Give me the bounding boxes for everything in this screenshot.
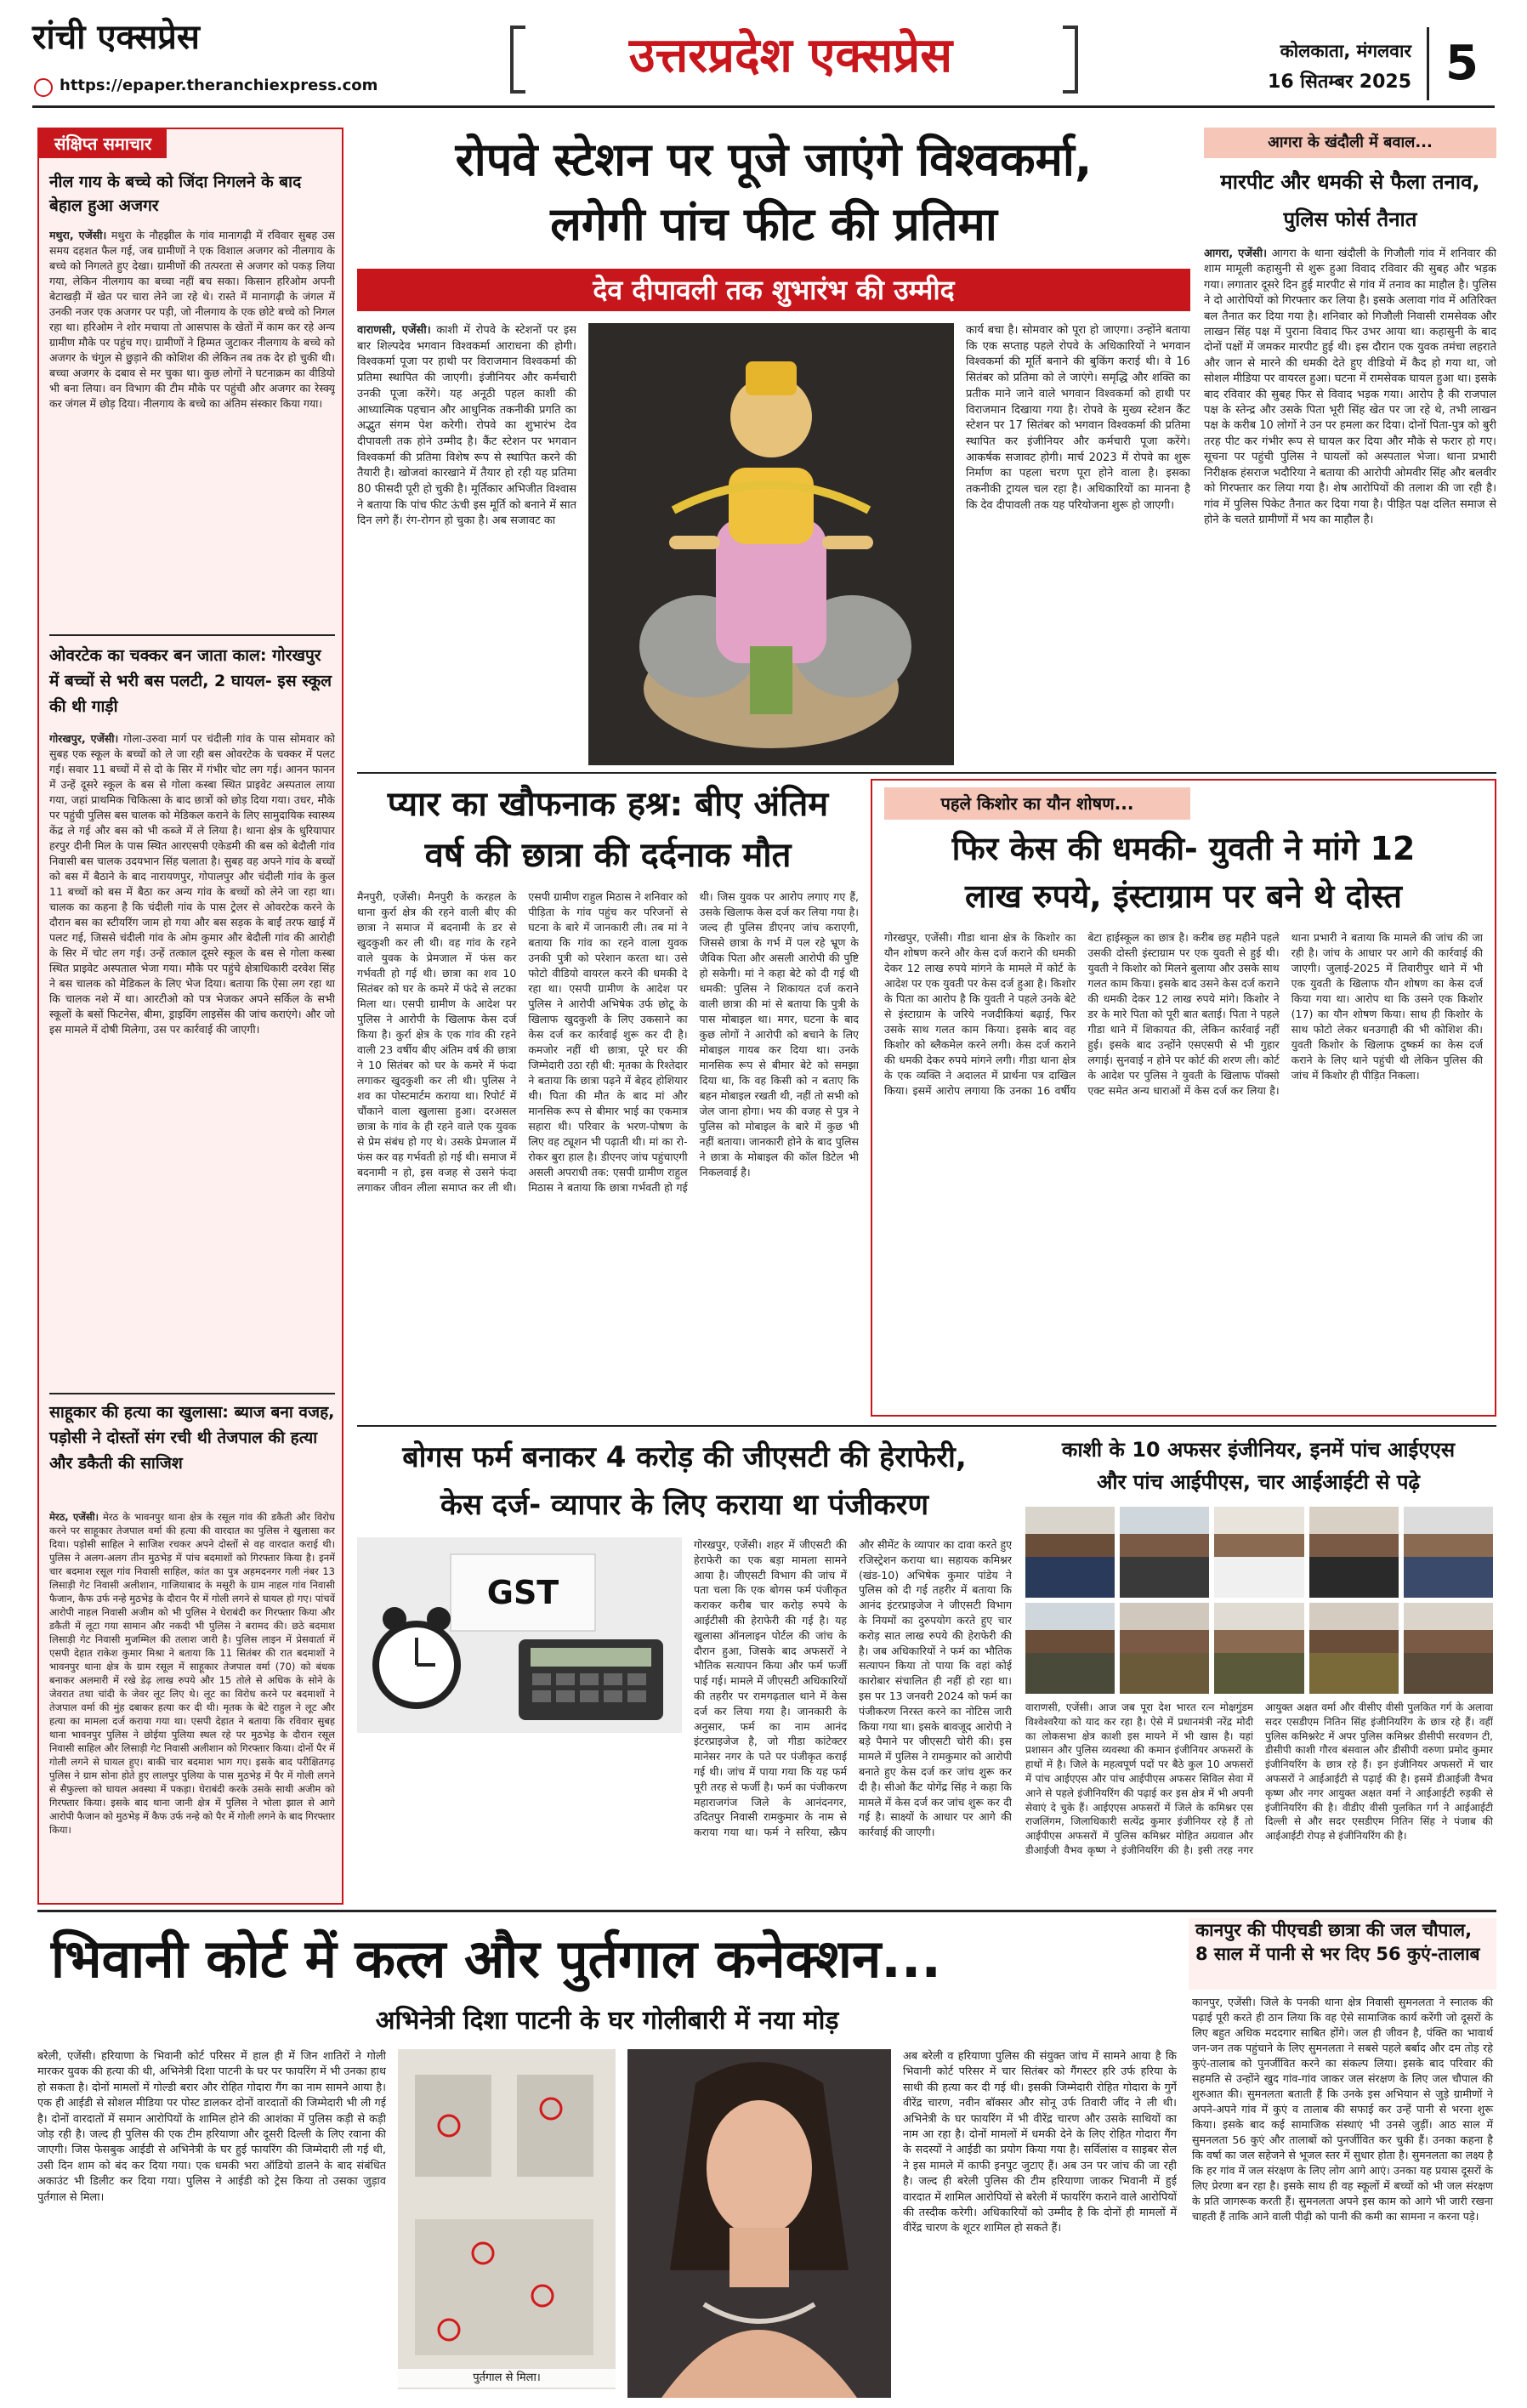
section-divider: [37, 1910, 1496, 1912]
kanpur-headline: कानपुर की पीएचडी छात्रा की जल चौपाल, 8 साल में पानी से भर दिए 56 कुएं-तालाब: [1189, 1918, 1496, 1990]
disha-patani-photo: [627, 2049, 891, 2398]
city-day: कोलकाता, मंगलवार: [1280, 41, 1411, 61]
officer-portrait: [1309, 1603, 1399, 1694]
officer-portrait: [1309, 1507, 1399, 1598]
top-body-col2: कार्य बचा है। सोमवार को पूरा हो जाएगा। उन्होंने बताया कि एक सप्ताह पहले रोपवे के अधिकारियों ने भगवान विश्वकर्मा की मूर्ति बनाने की बुकिंग कराई थी। वे 16 सितंबर को प्रतिमा को ले जाएंगे। समृद्धि और शक्ति का प्रतीक माने जाने वाले भगवान विश्वकर्मा को हाथी पर विराजमान दिखाया गया है। रोपवे के मुख्य स्टेशन कैंट स्टेशन पर 17 सितंबर को भगवान विश्वकर्मा की प्रतिमा स्थापित कर इंजीनियर और कर्मचारी पूजा करेंगे। आकर्षक सजावट होगी। मार्च 2023 में रोपवे का शुरू निर्माण का पहला चरण पूरा होने वाला है। इसका तकनीकी ट्रायल चल रहा है। अधिकारियों का मानना है कि देव दीपावली तक यह परियोजना शुरू हो जाएगी।: [966, 324, 1190, 512]
section-title: उत्तरप्रदेश एक्सप्रेस: [628, 27, 953, 83]
gst-calculator-clock-photo: [357, 1537, 682, 1733]
top-headline-line1: रोपवे स्टेशन पर पूजे जाएंगे विश्वकर्मा,: [455, 133, 1093, 186]
gst-headline-line2: केस दर्ज- व्यापार के लिए कराया था पंजीकरण: [440, 1488, 929, 1522]
mainpuri-body: मैनपुरी, एजेंसी। मैनपुरी के करहल के थाना कुर्रा क्षेत्र की रहने वाली बीए की छात्रा ने समाज में बदनामी के डर से खुदकुशी कर ली थी। वह गांव के रहने वाले युवक के प्रेमजाल में फंस कर गर्भवती हो गई थी। छात्रा का शव 10 सितंबर को घर के कमरे में फंदे से लटका मिला था। एसपी ग्रामीण के आदेश पर पुलिस ने आरोपी के खिलाफ केस दर्ज किया है। कुर्रा क्षेत्र के एक गांव की रहने वाली 23 वर्षीय बीए अंतिम वर्ष की छात्रा ने 10 सितंबर को घर के कमरे में फंदा लगाकर खुदकुशी कर ली थी। पुलिस ने शव का पोस्टमार्टम कराया था। रिपोर्ट में चौंकाने वाला खुलासा हुआ। दरअसल छात्रा के गांव के ही रहने वाले एक युवक से प्रेम संबंध हो गए थे। उसके प्रेमजाल में फंस कर वह गर्भवती हो गई थी। समाज में बदनामी न हो, इस वजह से उसने फंदा लगाकर जीवन लीला समाप्त कर ली थी। एसपी ग्रामीण राहुल मिठास ने शनिवार को पीड़िता के गांव पहुंच कर परिजनों से घटना के बारे में जानकारी ली। तब मां ने बताया कि गांव का रहने वाला युवक उनकी पुत्री को परेशान करता था। उसे फोटो वीडियो वायरल करने की धमकी दे रहा था। एसपी ग्रामीण के आदेश पर पुलिस ने आरोपी अभिषेक उर्फ छोटू के खिलाफ खुदकुशी के लिए उकसाने का केस दर्ज कर कार्रवाई शुरू कर दी है। कमजोर नहीं थी छात्रा, पूरे घर की जिम्मेदारी उठा रही थी: मृतका के रिश्तेदार ने बताया कि छात्रा पढ़ने में बेहद होशियार थी। पिता की मौत के बाद मां और मानसिक रूप से बीमार भाई का एकमात्र सहारा थी। परिवार के भरण-पोषण के लिए वह ट्यूशन भी पढ़ाती थी। मां का रो-रोकर बुरा हाल है। डीएनए जांच पहुंचाएगी असली अपराधी तक: एसपी ग्रामीण राहुल मिठास ने बताया कि छात्रा गर्भवती हो गई थी। जिस युवक पर आरोप लगाए गए हैं, उसके खिलाफ केस दर्ज कर लिया गया है। जल्द ही पुलिस डीएनए जांच कराएगी, जिससे छात्रा के गर्भ में पल रहे भ्रूण के जैविक पिता और असली आरोपी की पुष्टि हो सकेगी। मां ने कहा बेटे को दी गई थी धमकी: पुलिस ने शिकायत दर्ज कराने वाली छात्रा की मां से बताया कि पुत्री के पास मोबाइल था। मगर, घटना के बाद कुछ लोगों ने आरोपी को बचाने के लिए मोबाइल गायब कर दिया था। उनके मानसिक रूप से बीमार बेटे को समझा दिया था, कि वह किसी को न बताए कि बहन मोबाइल रखती थी, नहीं तो सभी को जेल जाना होगा। भय की वजह से पुत्र ने पुलिस को मोबाइल के बारे में कुछ भी नहीं बताया। जानकारी होने के बाद पुलिस ने छात्रा के मोबाइल की कॉल डिटेल भी निकलवाई है।: [357, 890, 859, 1194]
photo-caption: पुर्तगाल से मिला।: [398, 2369, 616, 2388]
agra-kicker: आगरा के खंदौली में बवाल...: [1204, 128, 1496, 158]
brief-item-1-title: नील गाय के बच्चे को जिंदा निगलने के बाद बेहाल हुआ अजगर: [49, 173, 302, 215]
officer-portrait: [1120, 1507, 1209, 1598]
gorakhpur-body: गोरखपुर, एजेंसी। गीडा थाना क्षेत्र के किशोर का यौन शोषण करने और केस दर्ज कराने की धमकी देकर 12 लाख रुपये मांगने के मामले में कोर्ट के आदेश पर एक युवती पर केस दर्ज हुआ है। किशोर के पिता का आरोप है कि युवती ने पहले उनके बेटे से इंस्टाग्राम के जरिये नजदीकियां बढ़ाई, फिर उसके साथ गलत काम किया। इसके बाद वह किशोर को ब्लैकमेल करने लगी। केस दर्ज कराने की धमकी देकर रुपये मांगने लगी। गीडा थाना क्षेत्र के एक व्यक्ति ने अदालत में प्रार्थना पत्र दाखिल किया। इसमें आरोप लगाया कि उनका 16 वर्षीय बेटा हाईस्कूल का छात्र है। करीब छह महीने पहले उसकी दोस्ती इंस्टाग्राम पर एक युवती से हुई थी। युवती ने किशोर को मिलने बुलाया और उसके साथ गलत काम किया। इसके बाद उसने केस दर्ज कराने की धमकी देकर 12 लाख रुपये मांगे। किशोर ने डर के मारे पिता को पूरी बात बताई। पिता ने पहले गीडा थाने में शिकायत की, लेकिन कार्रवाई नहीं हुई। इसके बाद उन्होंने एसएसपी से भी गुहार लगाई। सुनवाई न होने पर कोर्ट की शरण ली। कोर्ट के आदेश पर पुलिस ने युवती के खिलाफ पॉक्सो एक्ट समेत अन्य धाराओं में केस दर्ज कर लिया है। थाना प्रभारी ने बताया कि मामले की जांच की जा रही है। जांच के आधार पर आगे की कार्रवाई की जाएगी। जुलाई-2025 में तिवारीपुर थाने में भी एक युवती के खिलाफ यौन शोषण का केस दर्ज किया गया था। आरोप था कि उसने एक किशोर (17) का यौन शोषण किया। साथ ही किशोर के साथ फोटो लेकर धनउगाही की भी कोशिश की। युवती किशोर के खिलाफ दुष्कर्म का केस दर्ज कराने के लिए थाने पहुंची थी लेकिन पुलिस की जांच में किशोर ही पीड़ित निकला।: [884, 931, 1483, 1097]
section-divider: [357, 772, 1496, 774]
officer-portrait: [1025, 1603, 1115, 1694]
brief-item-3-body: मेरठ, एजेंसी। मेरठ के भावनपुर थाना क्षेत्र के रसूल गांव की डकैती और विरोध करने पर साहूकार तेजपाल वर्मा की हत्या की वारदात का पुलिस ने खुलासा कर दिया। पड़ोसी साहिल ने साजिश रचकर अपने दोस्तों से वह वारदात कराई थी। पुलिस ने अलग-अलग तीन मुठभेड़ में पांच बदमाशों को गिरफ्तार किया है। इनमें चार बदमाश रसूल गांव निवासी साहिल, कांत का पुत्र अहमदनगर गली नंबर 13 लिसाड़ी गेट निवासी अलीशान, गाजियाबाद के मसूरी के ग्राम नाहल गांव निवासी फैजान, कैफ उर्फ नन्हे मुठभेड़ के दौरान पैर में गोली लगने से घायल हो गए। पांचवें आरोपी नाहल निवासी अजीम को भी पुलिस ने घेराबंदी कर गिरफ्तार किया और डकैती में लूटा गया सामान और नकदी भी पुलिस ने बरामद की। छठे बदमाश लिसाड़ी गेट निवासी मुजम्मिल की तलाश जारी है। पुलिस लाइन में प्रेसवार्ता में एसपी देहात राकेश कुमार मिश्रा ने बताया कि 11 सितंबर की रात बदमाशों ने भावनपुर थाना क्षेत्र के ग्राम रसूल में साहूकार तेजपाल वर्मा (70) को बंधक बनाकर अलमारी में रखे डेढ़ लाख रुपये और 15 तोले से अधिक के सोने के जेवरात तथा चांदी के जेवर लूट लिए थे। लूट का विरोध करने पर बदमाशों ने तेजपाल वर्मा की मुंह दबाकर हत्या कर दी थी। मृतक के बेटे राहुल ने लूट और हत्या का मामला दर्ज कराया गया था। एसपी देहात ने बताया कि रविवार सुबह थाना भावनपुर पुलिस ने छोईया पुलिया स्थल रहे पर मुठभेड़ के दौरान रसूल निवासी साहिल और लिसाड़ी गेट निवासी अलीशान को गिरफ्तार किया। दोनों पैर में गोली लगने से घायल हुए। बाकी चार बदमाश भाग गए। इसके बाद परीक्षितगढ़ पुलिस ने ग्राम सोना होते हुए लालपुर पुलिया के पास मुठभेड़ में पैर में गोली लगने से सैफुल्ला को घायल अवस्था में पकड़ा। घेराबंदी करके उसके साथी अजीम को गिरफ्तार किया। इसके बाद थाना जानी क्षेत्र में पुलिस ने भोला झाल से आगे आरोपी फैजान को मुठभेड़ में कैफ उर्फ नन्हे को पैर में गोली लगने के बाद गिरफ्तार किया।: [49, 1511, 335, 1836]
bracket-right-icon: [1063, 26, 1078, 94]
page-number: 5: [1427, 27, 1495, 100]
brief-item-2-body: गोरखपुर, एजेंसी। गोला-उरुवा मार्ग पर चंदीली गांव के पास सोमवार को सुबह एक स्कूल के बच्चों को ले जा रही बस ओवरटेक के चक्कर में पलट गई। सवार 11 बच्चों में से दो के सिर में गंभीर चोट लग गई। आनन फानन में उन्हें दूसरे स्कूल के बस से गोला कस्बा स्थित प्राइवेट अस्पताल लाया गया, जहां प्राथमिक चिकित्सा के बाद छात्रों को छोड़ दिया गया। उधर, मौके पर पहुंची पुलिस बस चालक को मेडिकल कराने के लिए सामुदायिक स्वास्थ्य केंद्र ले गई और बस को भी कब्जे में ले लिया है। थाना क्षेत्र के धुरियापार हरपुर दीनी मिल के पास स्थित आरएसपी एकेडमी की बस को बेदौली गांव निवासी बस चालक उदयभान सिंह चलाता है। सुबह वह अपने गांव के बच्चों को बस में बैठाने के बाद नारायणपुर, गोपालपुर और चंदीली गांव के कुल 11 बच्चों को बस में बैठा कर अन्य गांव के बच्चों को लेने जा रहा था। चालक का कहना है कि चंदीली गांव के पास ट्रेलर से ओवरटेक करने के दौरान बस का स्टीयरिंग जाम हो गया और बस सड़क के बाईं तरफ खाई में पलट गई, जिससे चंदीली गांव के ओम कुमार और बेदौली गांव की आरोही के सिर में चोट लग गई। उन्हें तत्काल दूसरे स्कूल के बस से गोला कस्बा स्थित प्राइवेट अस्पताल भेजा गया। मौके पर पहुंचे क्षेत्राधिकारी दरवेश सिंह ने बस चालक को मेडिकल के लिए भेज दिया। बताया कि ऐसा लग रहा था कि चालक नशे में था। आरटीओ को पत्र भेजकर अपने सर्किल के सभी स्कूलों के बसों फिटनेस, बीमा, ड्राइविंग लाइसेंस की जांच कराएंगे। और जो इस मामले में दोषी मिलेगा, उस पर कार्रवाई की जाएगी।: [49, 732, 335, 1036]
kashi-headline-line2: और पांच आईपीएस, चार आईआईटी से पढ़े: [1097, 1470, 1420, 1494]
officer-portraits-grid: [1025, 1507, 1493, 1694]
brief-separator: [49, 1393, 335, 1394]
bhiwani-subheadline: अभिनेत्री दिशा पाटनी के घर गोलीबारी में नया मोड़: [375, 2006, 839, 2036]
crime-scene-wall-photo: [398, 2049, 616, 2389]
agra-body: आगरा, एजेंसी। आगरा के थाना खंदौली के गिजौली गांव में शनिवार की शाम मामूली कहासुनी से शुरू हुआ विवाद रविवार की सुबह और भड़क गया। लगातार दूसरे दिन हुई मारपीट से गांव में तनाव का माहौल है। पुलिस ने दो आरोपियों को गिरफ्तार कर लिया है। इसके अलावा गांव में अतिरिक्त बल तैनात कर दिया गया है। शनिवार को गिजौली निवासी रामसेवक और लाखन सिंह पक्ष में पुराना विवाद फिर उभर आया था। कहासुनी के बाद दोनों पक्षों में जमकर मारपीट हुई थी। इस दौरान एक युवक तमंचा लहराते और जान से मारने की धमकी देते हुए वीडियो में कैद हो गया था, जो सोशल मीडिया पर वायरल हुआ। घटना में रामसेवक घायल हुआ था। इसके बाद रविवार की सुबह फिर से विवाद भड़क गया। आरोप है की राजपाल पक्ष के स्तेन्द्र और उसके पिता भूरी सिंह खेत पर जा रहे थे, तभी लाखन पक्ष के करीब 10 लोगों ने उन पर हमला कर दिया। दोनों पिता-पुत्र को बुरी तरह पीट कर गंभीर रूप से घायल कर दिया और मौके से फरार हो गए। सूचना पर पहुंची पुलिस ने घायलों को अस्पताल भेजा। थाना प्रभारी निरीक्षक हंसराज भदौरिया ने बताया की आरोपी ओमवीर सिंह और बलवीर को गिरफ्तार कर लिया गया है। शेष आरोपियों की तलाश की जा रही है। गांव में पुलिस पिकेट तैनात कर दिया गया है। पीड़ित पक्ष दलित समाज से होने के चलते ग्रामीणों में भय का माहौल है।: [1204, 247, 1496, 526]
officer-portrait: [1025, 1507, 1115, 1598]
gst-image-label: GST: [486, 1574, 559, 1611]
gorakhpur-kicker: पहले किशोर का यौन शोषण...: [884, 787, 1190, 820]
brief-column: [37, 128, 343, 1905]
officer-portrait: [1120, 1603, 1209, 1694]
gst-headline-line1: बोगस फर्म बनाकर 4 करोड़ की जीएसटी की हेराफेरी,: [402, 1440, 967, 1474]
masthead-divider: [32, 105, 1495, 108]
vishwakarma-idol-photo: [588, 323, 954, 765]
gorakhpur-headline-line2: लाख रुपये, इंस्टाग्राम पर बने थे दोस्त: [965, 877, 1402, 915]
bracket-left-icon: [510, 26, 525, 94]
masthead: [0, 0, 1527, 107]
gst-body: गोरखपुर, एजेंसी। शहर में जीएसटी की हेराफेरी का एक बड़ा मामला सामने आया है। जीएसटी विभाग की जांच में पता चला कि एक बोगस फर्म पंजीकृत कराकर करीब चार करोड़ रुपये के आईटीसी की हेराफेरी की गई है। यह खुलासा ऑनलाइन पोर्टल की जांच के दौरान हुआ, जिसके बाद अफसरों ने भौतिक सत्यापन किया और फर्म फर्जी पाई गई। मामले में जीएसटी अधिकारियों की तहरीर पर रामगढ़ताल थाने में केस दर्ज कर लिया गया है। जानकारी के अनुसार, फर्म का नाम आनंद इंटरप्राइजेज है, जो गीडा कांटेक्टर मानेसर नगर के पते पर पंजीकृत कराई गई थी। जांच में पाया गया कि यह फर्म पूरी तरह से फर्जी है। फर्म का पंजीकरण महाराजगंज जिले के आनंदनगर, उदितपुर निवासी रामकुमार के नाम से कराया गया था। फर्म ने सरिया, स्क्रैप और सीमेंट के व्यापार का दावा करते हुए रजिस्ट्रेशन कराया था। सहायक कमिश्नर (खंड-10) अभिषेक कुमार पांडेय ने पुलिस को दी गई तहरीर में बताया कि आनंद इंटरप्राइजेज ने जीएसटी विभाग के नियमों का दुरुपयोग करते हुए चार करोड़ सात लाख रुपये की हेराफेरी की है। जब अधिकारियों ने फर्म का भौतिक सत्यापन किया तो पाया कि वहां कोई कारोबार संचालित ही नहीं हो रहा था। इस पर 13 जनवरी 2024 को फर्म का पंजीकरण निरस्त करने का नोटिस जारी किया गया था। इसके बावजूद आरोपी ने बड़े पैमाने पर जीएसटी चोरी की। इस मामले में पुलिस ने रामकुमार को आरोपी बनाते हुए केस दर्ज कर जांच शुरू कर दी है। सीओ कैंट योगेंद्र सिंह ने कहा कि मामले में केस दर्ज कर जांच शुरू कर दी गई है। साक्ष्यों के आधार पर आगे की कार्रवाई की जाएगी।: [694, 1538, 1012, 1839]
kanpur-body: कानपुर, एजेंसी। जिले के पनकी थाना क्षेत्र निवासी सुमनलता ने स्नातक की पढ़ाई पूरी करते ही ठान लिया कि वह ऐसे सामाजिक कार्य करेंगी जो दूसरों के लिए बहुत अधिक मददगार साबित होंगे। जल ही जीवन है, पंक्ति का भावार्थ जन-जन तक पहुंचाने के लिए सुमनलता ने सबसे पहले बर्बाद और दम तोड़ रहे कुएं-तालाब को पुनर्जीवित करने का संकल्प लिया। इसके बाद परिवार की सहमति से उन्होंने खुद गांव-गांव जाकर जल संरक्षण के लिए जल चौपाल की शुरुआत की। सुमनलता बताती हैं कि उनके इस अभियान से जुड़े ग्रामीणों ने अपने-अपने गांव में कुएं व तालाब की सफाई कर उन्हें पानी से भरना शुरू किया। इसके बाद कई सामाजिक संस्थाएं भी उनसे जुड़ीं। आठ साल में सुमनलता 56 कुएं और तालाबों को पुनर्जीवित कर चुकी हैं। उनका कहना है कि वर्षा का जल सहेजने से भूजल स्तर में सुधार होता है। सुमनलता का लक्ष्य है कि हर गांव में जल संरक्षण के लिए लोग आगे आएं। उनका यह प्रयास दूसरों के लिए प्रेरणा बन रहा है। इसके साथ ही वह स्कूलों में बच्चों को भी जल संरक्षण के प्रति जागरूक करती हैं। सुमनलता अपने इस काम को आगे भी जारी रखना चाहती हैं ताकि आने वाली पीढ़ी को पानी की कमी का सामना न करना पड़े।: [1192, 1996, 1493, 2223]
brief-label: संक्षिप्त समाचार: [39, 129, 167, 158]
brief-item-3-title: साहूकार की हत्या का खुलासा: ब्याज बना वजह, पड़ोसी ने दोस्तों संग रची थी तेजपाल की हत्या और डकैती की साजिश: [49, 1403, 335, 1473]
bhiwani-body-col2: अब बरेली व हरियाणा पुलिस की संयुक्त जांच में सामने आया है कि भिवानी कोर्ट परिसर में चार सितंबर को गैंगस्टर हरि उर्फ हरिया के साथी की हत्या कर दी गई थी। इसकी जिम्मेदारी रोहित गोदारा के गुर्गे वीरेंद्र चारण, नवीन बॉक्सर और सोनू उर्फ तिवारी जींद ने ली थी। अभिनेत्री के घर फायरिंग में भी वीरेंद्र चारण और उसके साथियों का नाम आ रहा है। दोनों मामलों में धमकी देने के लिए रोहित गोदारा गैंग के सदस्यों ने आईडी का प्रयोग किया गया है। सर्विलांस व साइबर सेल ने इस मामले में काफी इनपुट जुटाए हैं। अब उन पर जांच की जा रही है। जल्द ही बरेली पुलिस की टीम हरियाणा जाकर भिवानी में हुई वारदात में शामिल आरोपियों से बरेली में फायरिंग कराने वाले आरोपियों की तस्दीक करेगी। अधिकारियों को उम्मीद है कि दोनों ही मामलों में वीरेंद्र चारण के शूटर शामिल हो सकते हैं।: [903, 2050, 1177, 2235]
officer-portrait: [1404, 1507, 1493, 1598]
logo: रांची एक्सप्रेस: [32, 17, 200, 57]
bhiwani-headline: भिवानी कोर्ट में कत्ल और पुर्तगाल कनेक्शन...: [51, 1928, 941, 1990]
brief-item-1-body: मथुरा, एजेंसी। मथुरा के नौहझील के गांव मानागढ़ी में रविवार सुबह उस समय दहशत फैल गई, जब ग्रामीणों ने एक विशाल अजगर को नीलगाय के बच्चे को निगलते हुए देखा। ग्रामीणों की तत्परता से अजगर को पकड़ लिया गया, लेकिन नीलगाय का बच्चा नहीं बच सका। किसान हरिओम अपनी बेटाखड़ी में खेत पर चारा लेने जा रहे थे। रास्ते में मानागढ़ी के जंगल में उनकी नजर एक अजगर पर पड़ी, जो नीलगाय के एक छोटे बच्चे को निगल रहा था। हरिओम ने शोर मचाया तो आसपास के खेतों में काम कर रहे अन्य ग्रामीण मौके पर पहुंच गए। ग्रामीणों ने हिम्मत जुटाकर नीलगाय के बच्चे को अजगर के चंगुल से छुड़ाने की कोशिश की लेकिन तब तक देर हो चुकी थी। बच्चा अजगर के दबाव से मर चुका था। कुछ लोगों ने घटनाक्रम का वीडियो भी बना लिया। वन विभाग की टीम मौके पर पहुंची और अजगर का रेस्क्यू कर जंगल में छोड़ दिया। नीलगाय के बच्चे का अंतिम संस्कार किया गया।: [49, 229, 335, 410]
officer-portrait: [1214, 1603, 1303, 1694]
brief-item-2-title: ओवरटेक का चक्कर बन जाता काल: गोरखपुर में बच्चों से भरी बस पलटी, 2 घायल- इस स्कूल की थी गाड़ी: [49, 646, 332, 716]
mainpuri-headline-line1: प्यार का खौफनाक हश्र: बीए अंतिम: [387, 785, 829, 824]
agra-headline: मारपीट और धमकी से फैला तनाव, पुलिस फोर्स तैनात: [1220, 170, 1480, 231]
brief-separator: [49, 634, 335, 636]
kashi-body: वाराणसी, एजेंसी। आज जब पूरा देश भारत रत्न मोक्षगुंडम विश्वेश्वरैया को याद कर रहा है। ऐसे में प्रधानमंत्री नरेंद्र मोदी का लोकसभा क्षेत्र काशी इस मायने में भी खास है। यहां प्रशासन और पुलिस व्यवस्था की कमान इंजीनियर अफसरों के हाथों में है। जिले के महत्वपूर्ण पदों पर बैठे कुल 10 अफसरों में पांच आईएएस और पांच आईपीएस अफसर सिविल सेवा में आने से पहले इंजीनियरिंग की पढ़ाई कर इस क्षेत्र में भी अपनी सेवाएं दे चुके हैं। आईएएस अफसरों में जिले के कमिश्नर एस राजलिंगम, जिलाधिकारी सत्येंद्र कुमार इंजीनियर रहे हैं तो आईपीएस अफसरों में पुलिस कमिश्नर मोहित अग्रवाल और डीआईजी वैभव कृष्ण ने इंजीनियरिंग की है। इसी तरह नगर आयुक्त अक्षत वर्मा और वीसीए वीसी पुलकित गर्ग के अलावा सदर एसडीएम नितिन सिंह इंजीनियरिंग के छात्र रहे हैं। वहीं पुलिस कमिश्नरेट में अपर पुलिस कमिश्नर डीसीपी सरवणन टी, डीसीपी काशी गौरव बंसवाल और डीसीपी वरुणा प्रमोद कुमार इंजीनियरिंग के छात्र रहे हैं। इन इंजीनियर अफसरों में चार अफसरों ने आईआईटी से पढ़ाई की है। इसमें डीआईजी वैभव कृष्ण और नगर आयुक्त अक्षत वर्मा ने आईआईटी रुड़की से इंजीनियरिंग की है। वीडीए वीसी पुलकित गर्ग ने आईआईटी दिल्ली से और सदर एसडीएम नितिन सिंह ने पंजाब की आईआईटी रोपड़ से इंजीनियरिंग की है।: [1025, 1701, 1493, 1856]
issue-date: 16 सितम्बर 2025: [1268, 71, 1411, 93]
mainpuri-headline-line2: वर्ष की छात्रा की दर्दनाक मौत: [424, 836, 792, 875]
epaper-url[interactable]: https://epaper.theranchiexpress.com: [60, 77, 378, 94]
bhiwani-body-col1: बरेली, एजेंसी। हरियाणा के भिवानी कोर्ट परिसर में हाल ही में जिन शातिरों ने गोली मारकर युवक की हत्या की थी, अभिनेत्री दिशा पाटनी के घर पर फायरिंग में भी उनका हाथ हो सकता है। दोनों मामलों में गोल्डी बरार और रोहित गोदारा गैंग का नाम सामने आया है। एक ही आईडी से सोशल मीडिया पर पोस्ट डालकर दोनों वारदातों की जिम्मेदारी भी ली गई है। दोनों वारदातों में समान आरोपियों के शामिल होने की आशंका में पुलिस कड़ी से कड़ी जोड़ रही है। जल्द ही पुलिस की एक टीम हरियाणा और दूसरी दिल्ली के लिए रवाना की जाएगी। जिस फेसबुक आईडी से अभिनेत्री के घर हुई फायरिंग की जिम्मेदारी ली गई थी, उसी दिन शाम को बंद कर दिया गया। एक धमकी भरा ऑडियो डालने के बाद संबंधित अकाउंट भी डिलीट कर दिया गया। पुलिस ने आईडी को ट्रेस किया तो उसका जुड़ाव पुर्तगाल से मिला।: [37, 2050, 386, 2204]
top-subheadline: देव दीपावली तक शुभारंभ की उम्मीद: [357, 269, 1190, 311]
url-globe-icon: [34, 78, 53, 97]
officer-portrait: [1214, 1507, 1303, 1598]
top-headline-line2: लगेगी पांच फीट की प्रतिमा: [550, 197, 997, 251]
kashi-headline-line1: काशी के 10 अफसर इंजीनियर, इनमें पांच आईएएस: [1061, 1438, 1456, 1462]
section-divider: [357, 1425, 1496, 1427]
top-body-col1: वाराणसी, एजेंसी। काशी में रोपवे के स्टेशनों पर इस बार शिल्पदेव भगवान विश्वकर्मा आराधना की होगी। विश्वकर्मा पूजा पर हाथी पर विराजमान विश्वकर्मा की प्रतिमा स्थापित की जाएगी। इंजीनियर और कर्मचारी उनकी पूजा करेंगे। यह अनूठी पहल काशी की आध्यात्मिक पहचान और आधुनिक तकनीकी प्रगति का अद्भुत संगम पेश करेगी। रोपवे का शुभारंभ देव दीपावली तक होने उम्मीद है। कैंट स्टेशन पर भगवान विश्वकर्मा की प्रतिमा विशेष रूप से स्थापित करने की तैयारी है। खोजवां कारखाने में तैयार हो रही यह प्रतिमा 80 फीसदी पूरी हो चुकी है। मूर्तिकार अभिजीत विश्वास ने बताया कि पांच फीट ऊंची इस मूर्ति को बनाने में सात दिन लगे हैं। रंग-रोगन हो चुका है। अब सजावट का: [357, 324, 576, 528]
gorakhpur-headline-line1: फिर केस की धमकी- युवती ने मांगे 12: [951, 830, 1416, 867]
officer-portrait: [1404, 1603, 1493, 1694]
